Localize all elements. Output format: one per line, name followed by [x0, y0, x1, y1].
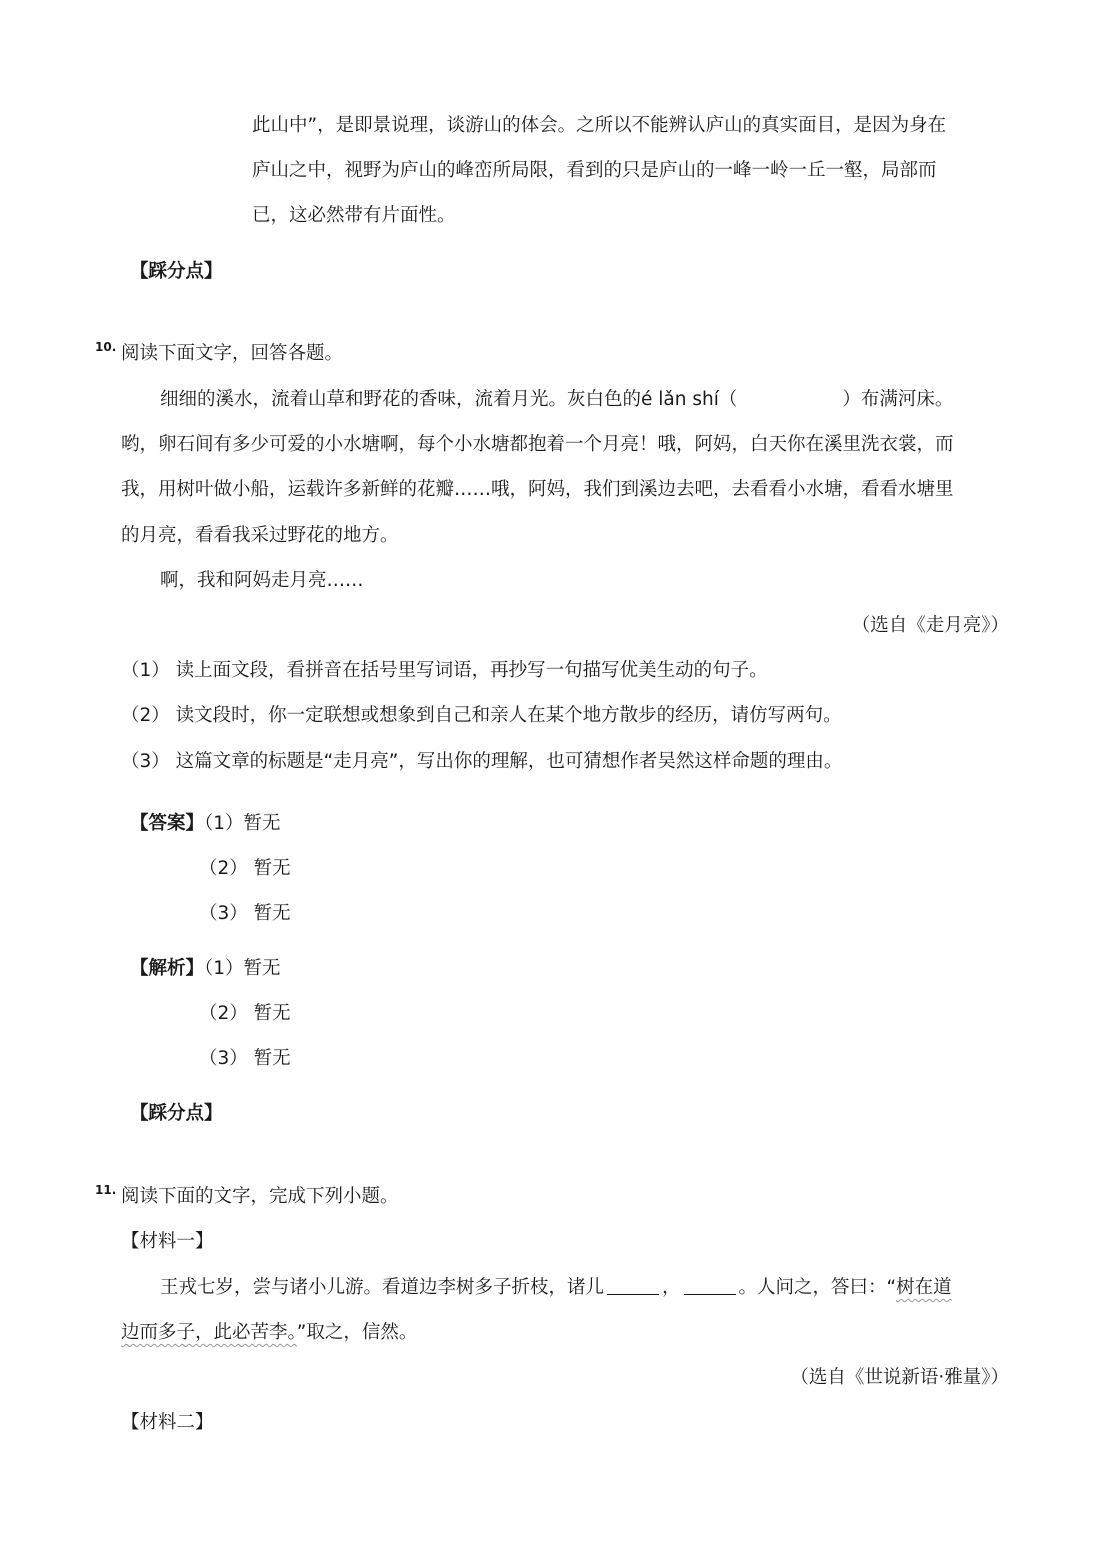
sub-question: （3） 这篇文章的标题是“走月亮”，写出你的理解，也可猜想作者吴然这样命题的理由。	[121, 751, 843, 772]
passage-line: 哟，卵石间有多少可爱的小水塘啊，每个小水塘都抱着一个月亮！哦，阿妈，白天你在溪里洗衣裳，而	[121, 434, 954, 455]
answer-item: （3） 暂无	[199, 903, 291, 924]
question-stem: 阅读下面的文字，完成下列小题。	[121, 1186, 399, 1207]
scoring-points-label: 【踩分点】	[130, 1103, 223, 1124]
explanation-line: 已，这必然带有片面性。	[252, 205, 456, 226]
sub-question: （1） 读上面文段，看拼音在括号里写词语，再抄写一句描写优美生动的句子。	[121, 660, 768, 681]
fill-blank[interactable]	[684, 1294, 736, 1295]
material-line	[121, 1322, 417, 1344]
passage-line: 啊，我和阿妈走月亮……	[160, 570, 364, 591]
material-label: 【材料二】	[121, 1412, 214, 1433]
material-source: （选自《世说新语·雅量》）	[790, 1367, 1009, 1388]
analysis-item: （1）暂无	[204, 958, 281, 979]
passage-line	[160, 389, 953, 411]
passage-source: （选自《走月亮》）	[851, 615, 1009, 636]
material-text: ”取之，信然。	[296, 1322, 418, 1343]
material-text: 王戎七岁，尝与诸小儿游。看道边李树多子折枝，诸儿	[160, 1277, 605, 1298]
material-label: 【材料一】	[121, 1231, 214, 1252]
passage-line: 的月亮，看看我采过野花的地方。	[121, 525, 399, 546]
fill-blank[interactable]	[607, 1294, 659, 1295]
passage-line: 我，用树叶做小船，运载许多新鲜的花瓣……哦，阿妈，我们到溪边去吧，去看看小水塘，看看水塘里	[121, 479, 954, 500]
explanation-line: 此山中”，是即景说理，谈游山的体会。之所以不能辨认庐山的真实面目，是因为身在	[252, 115, 947, 136]
passage-text: ）布满河床。	[842, 389, 954, 410]
pinyin-prompt: é lǎn shí（	[641, 389, 738, 410]
analysis-row	[130, 958, 281, 980]
scoring-points-label: 【踩分点】	[130, 261, 223, 282]
passage-text: 细细的溪水，流着山草和野花的香味，流着月光。灰白色的	[160, 389, 642, 410]
analysis-item: （2） 暂无	[199, 1003, 291, 1024]
answer-label: 【答案】	[130, 813, 205, 834]
answer-item: （1）暂无	[204, 813, 281, 834]
analysis-item: （3） 暂无	[199, 1048, 291, 1069]
sub-question: （2） 读文段时，你一定联想或想象到自己和亲人在某个地方散步的经历，请仿写两句。	[121, 705, 842, 726]
explanation-line: 庐山之中，视野为庐山的峰峦所局限，看到的只是庐山的一峰一岭一丘一壑，局部而	[252, 160, 937, 181]
wavy-underlined-text: 树在道	[896, 1277, 952, 1298]
analysis-label: 【解析】	[130, 958, 205, 979]
material-line	[160, 1277, 952, 1299]
question-number: 10.	[95, 340, 117, 354]
question-stem: 阅读下面文字，回答各题。	[121, 343, 344, 364]
question-number: 11.	[95, 1183, 117, 1197]
answer-item: （2） 暂无	[199, 858, 291, 879]
answer-row	[130, 813, 281, 835]
material-text: 。人问之，答曰：“	[738, 1277, 897, 1298]
wavy-underlined-text: 边而多子，此必苦李。	[121, 1322, 297, 1343]
material-text: ，	[662, 1277, 681, 1298]
